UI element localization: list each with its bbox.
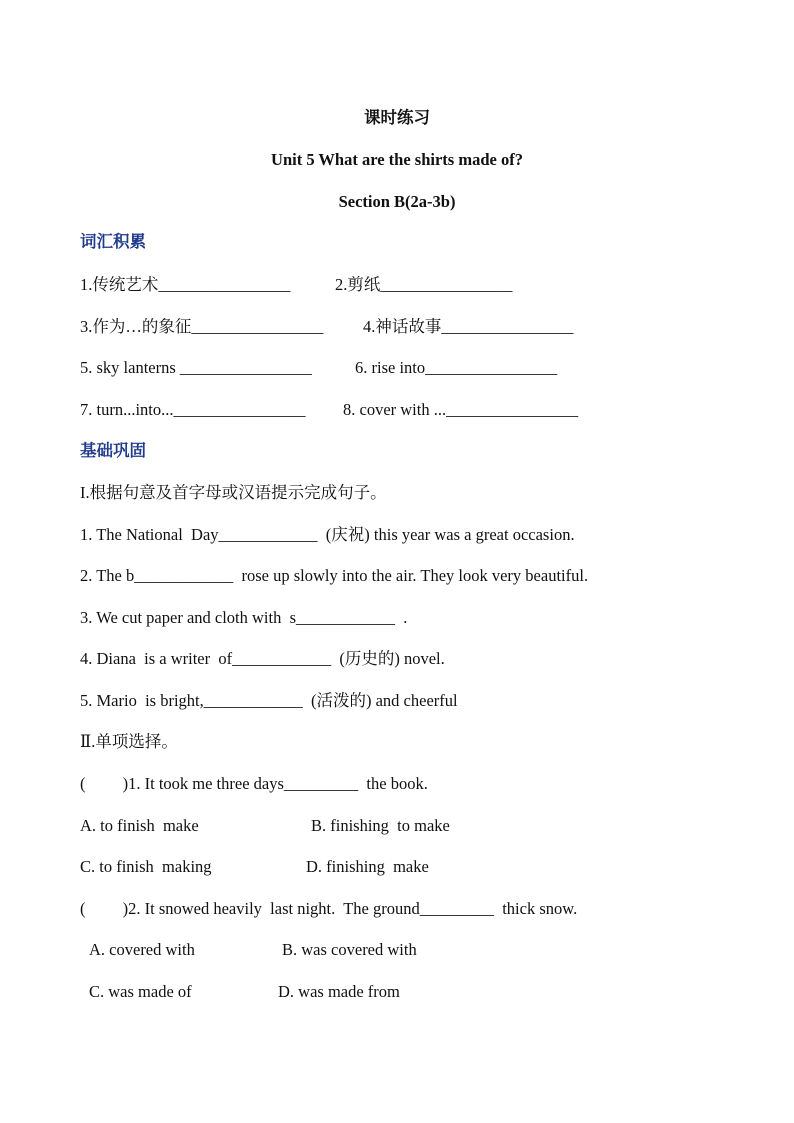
fill-item: 5. Mario is bright,____________ (活泼的) and cheerful xyxy=(80,691,458,710)
consolidation-heading: 基础巩固 xyxy=(80,441,146,460)
vocab-item: 1.传统艺术________________ xyxy=(80,275,291,294)
vocab-item: 7. turn...into...________________ xyxy=(80,400,306,419)
fill-item: 3. We cut paper and cloth with s____________ . xyxy=(80,608,408,627)
vocab-item: 4.神话故事________________ xyxy=(363,317,574,336)
part2-title: Ⅱ.单项选择。 xyxy=(80,732,178,751)
vocab-item: 5. sky lanterns ________________ xyxy=(80,358,312,377)
option-a: A. to finish make xyxy=(80,816,199,835)
question-stem: ( )1. It took me three days_________ the book. xyxy=(80,774,428,793)
vocab-item: 6. rise into________________ xyxy=(355,358,558,377)
option-c: C. to finish making xyxy=(80,857,212,876)
vocab-item: 8. cover with ...________________ xyxy=(343,400,579,419)
page-title: 课时练习 xyxy=(364,108,430,127)
vocab-item: 3.作为…的象征________________ xyxy=(80,317,324,336)
option-b: B. finishing to make xyxy=(311,816,450,835)
option-d: D. was made from xyxy=(278,982,400,1001)
option-b: B. was covered with xyxy=(282,940,417,959)
fill-item: 1. The National Day____________ (庆祝) this year was a great occasion. xyxy=(80,525,575,544)
option-d: D. finishing make xyxy=(306,857,429,876)
option-c: C. was made of xyxy=(89,982,192,1001)
fill-item: 4. Diana is a writer of____________ (历史的) novel. xyxy=(80,649,445,668)
section-title: Section B(2a-3b) xyxy=(338,192,456,211)
question-stem: ( )2. It snowed heavily last night. The ground_________ thick snow. xyxy=(80,899,578,918)
option-a: A. covered with xyxy=(89,940,195,959)
fill-item: 2. The b____________ rose up slowly into the air. They look very beautiful. xyxy=(80,566,589,585)
unit-title: Unit 5 What are the shirts made of? xyxy=(271,150,523,169)
part1-title: I.根据句意及首字母或汉语提示完成句子。 xyxy=(80,483,387,502)
vocab-heading: 词汇积累 xyxy=(80,232,146,251)
vocab-item: 2.剪纸________________ xyxy=(335,275,513,294)
